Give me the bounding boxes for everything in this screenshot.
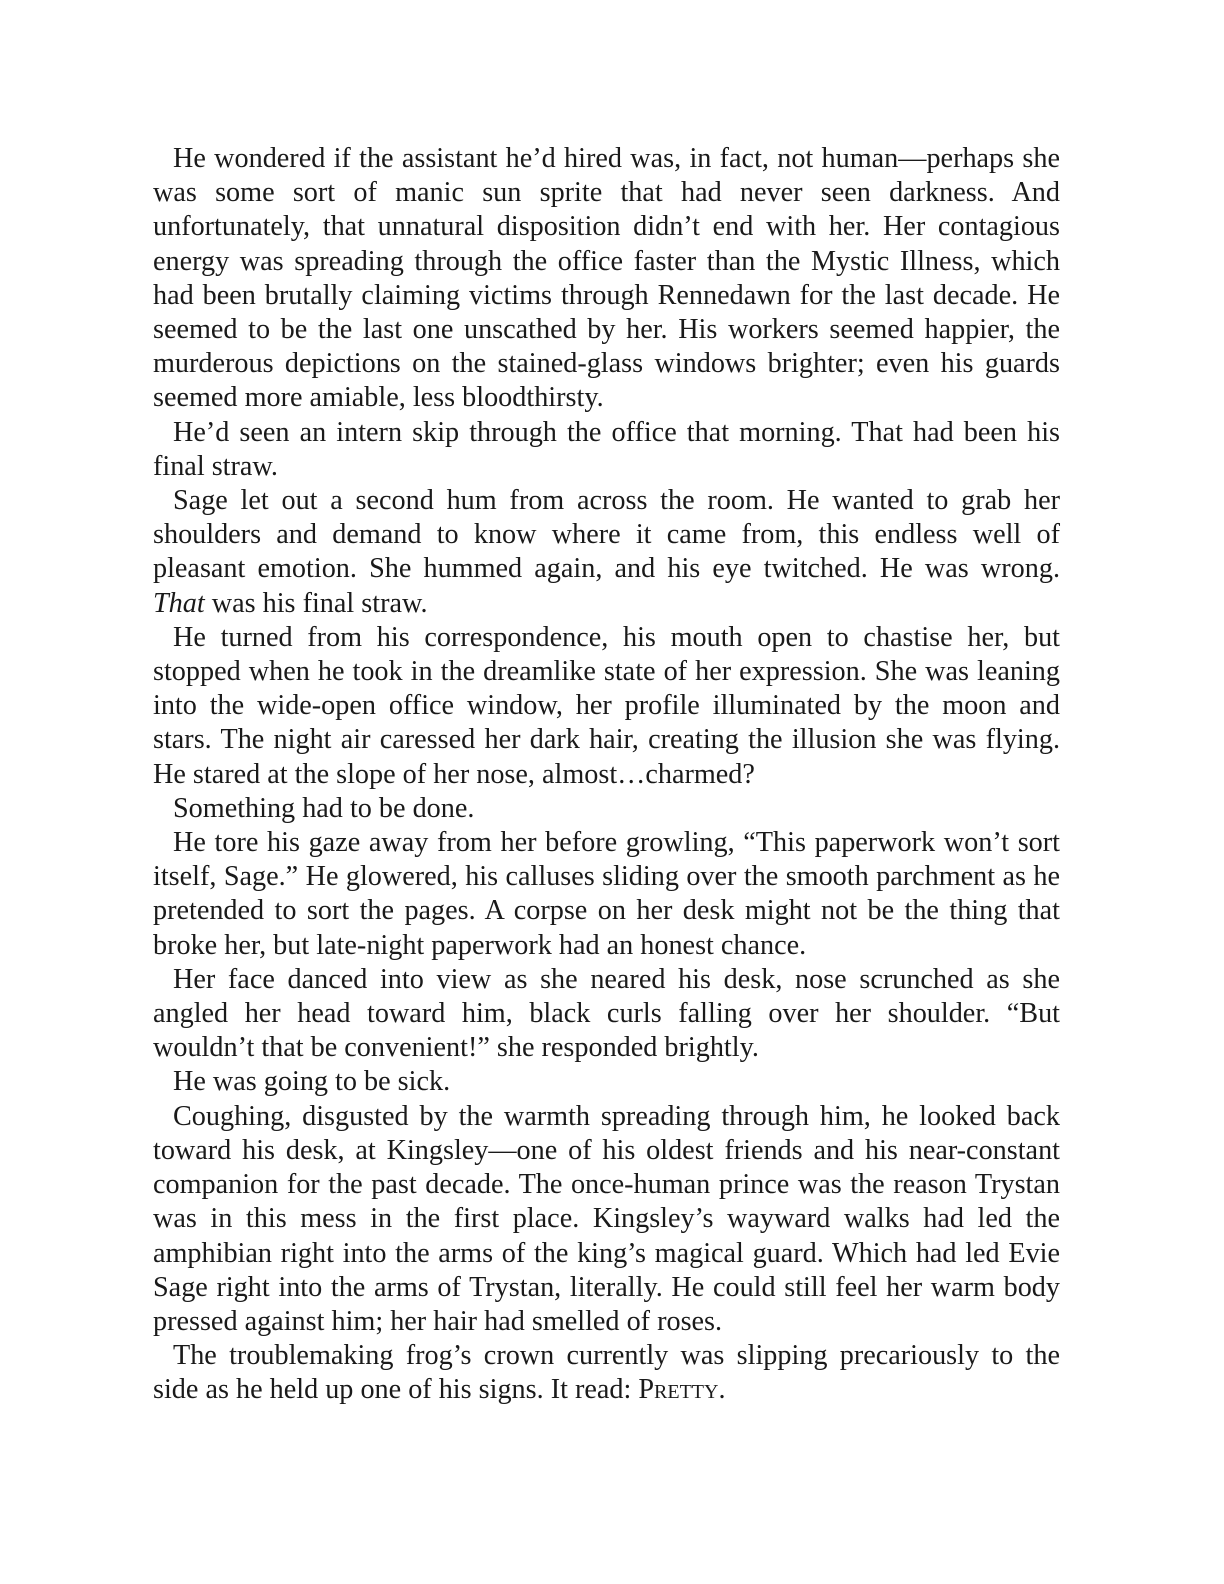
paragraph-5: Something had to be done. [173,792,475,824]
sign-text: Pretty [638,1374,719,1406]
paragraph-1: He wondered if the assistant he’d hired was, in fact, not human—perhaps she was some sort of manic sun sprite that had never seen darkness. And unfortunately, that unnatural disposition didn’t end with her. Her contagious energy was spreading through the office faster than the Mystic Illness, which had been brutally claiming victims through Rennedawn for the last decade. He seemed to be the last one unscathed by her. His workers seemed happier, the murderous depictions on the stained-glass windows brighter; even his guards seemed more amiable, less bloodthirsty. [153,143,1060,414]
paragraph-9: Coughing, disgusted by the warmth spreading through him, he looked back toward his desk, at Kingsley—one of his oldest friends and his near-constant companion for the past decade. The once-human prince was the reason Trystan was in this mess in the first place. Kingsley’s wayward walks had led the amphibian right into the arms of the king’s magical guard. Which had led Evie Sage right into the arms of Trystan, literally. He could still feel her warm body pressed against him; her hair had smelled of roses. [153,1100,1060,1337]
paragraph-7: Her face danced into view as she neared his desk, nose scrunched as she angled her head toward him, black curls falling over her shoulder. “But wouldn’t that be convenient!” she responded brightly. [153,963,1060,1064]
book-page [153,142,1060,1408]
sign-period: . [718,1374,726,1406]
paragraph-3-tail: was his final straw. [204,587,428,619]
paragraph-3-emphasis: That [153,587,205,619]
paragraph-3-text: Sage let out a second hum from across the room. He wanted to grab her shoulders and demand to know where it came from, this endless well of pleasant emotion. She hummed again, and his eye twitched. He was wrong. [153,485,1060,585]
paragraph-3 [153,484,1060,621]
paragraph-10-text: The troublemaking frog’s crown currently was slipping precariously to the side as he held up one of his signs. It read: [153,1340,1060,1406]
paragraph-2: He’d seen an intern skip through the office that morning. That had been his final straw. [153,416,1060,482]
paragraph-6: He tore his gaze away from her before growling, “This paperwork won’t sort itself, Sage.” He glowered, his calluses sliding over the smooth parchment as he pretended to sort the pages. A corpse on her desk might not be the thing that broke her, but late-night paperwork had an honest chance. [153,827,1060,961]
paragraph-10 [153,1339,1060,1407]
paragraph-4: He turned from his correspondence, his mouth open to chastise her, but stopped when he took in the dreamlike state of her expression. She was leaning into the wide-open office window, her profile illuminated by the moon and stars. The night air caressed her dark hair, creating the illusion she was flying. He stared at the slope of her nose, almost…charmed? [153,621,1060,790]
paragraph-8: He was going to be sick. [173,1066,451,1098]
